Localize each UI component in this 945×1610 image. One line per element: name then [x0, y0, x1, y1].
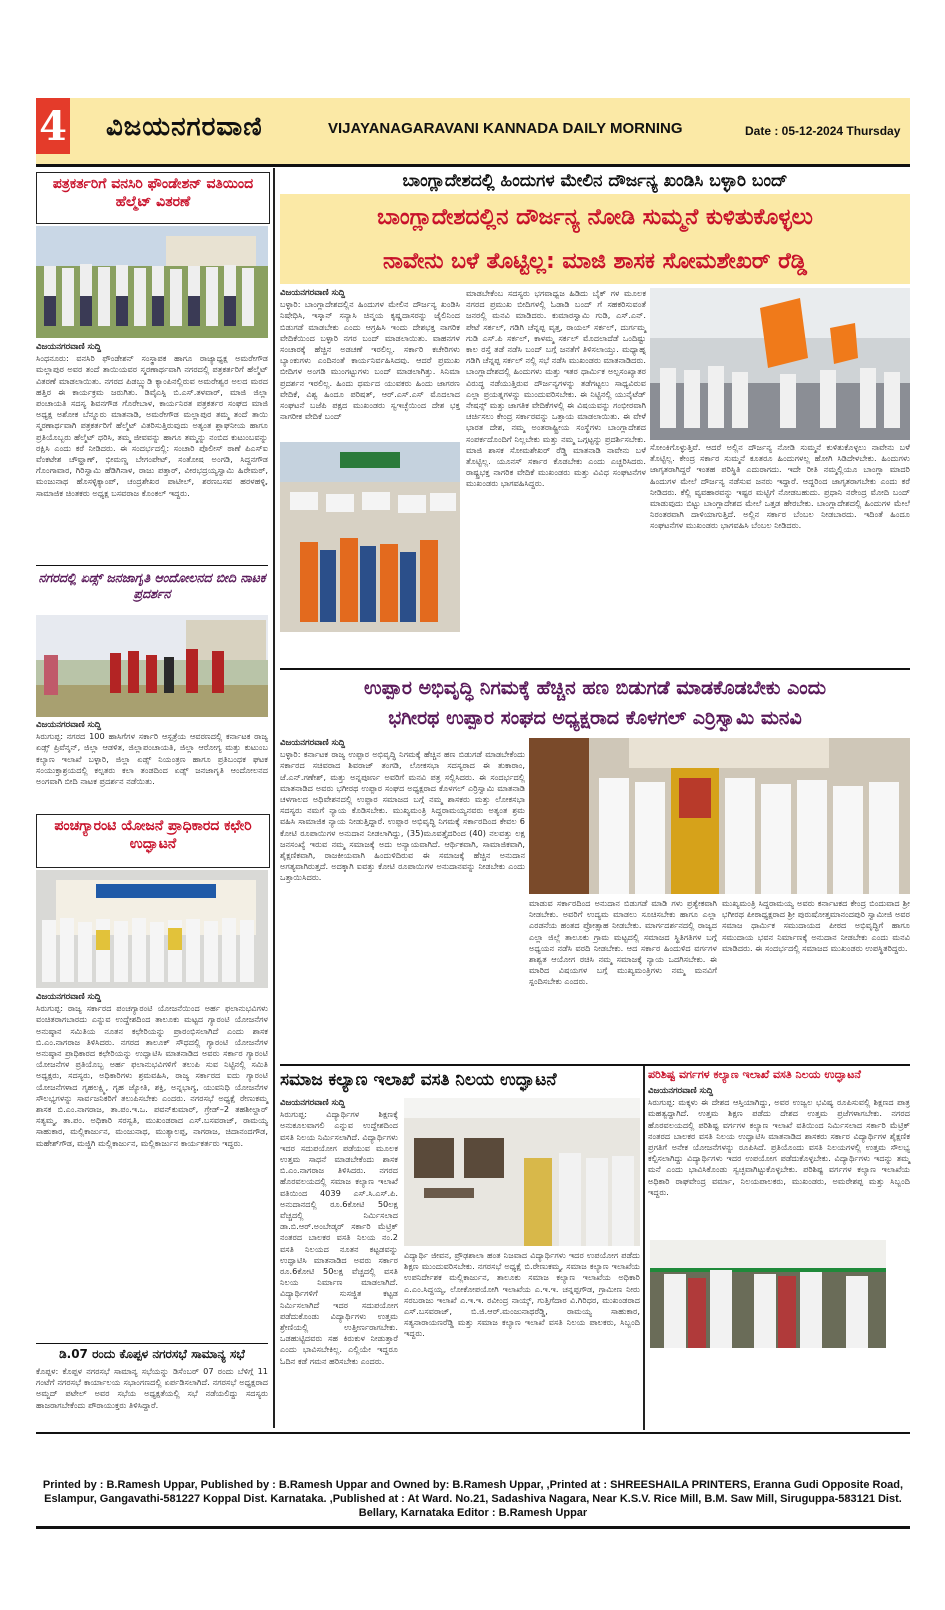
guarantee-text: ಸಿರುಗುಪ್ಪ: ರಾಜ್ಯ ಸರ್ಕಾರದ ಪಂಚಗ್ಯಾರಂಟಿ ಯೋಜನೆಯಿಂದ ಅರ್ಹ ಫಲಾನುಭವಿಗಳು ವಂಚಿತರಾಗಬಾರದು ಎನ್ನುವ ಉದ್ದೇಶದಿಂದ ತಾಲೂಕು ಮಟ್ಟದ ಗ್ಯಾರಂಟಿ ಯೋಜನೆಗಳ ಅನುಷ್ಠಾನ ಸಮಿತಿಯ ನೂತನ ಕಛೇರಿಯನ್ನು ಪ್ರಾರಂಭಿಸಲಾಗಿದೆ ಎಂದು ಶಾಸಕ ಬಿ.ಎಂ.ನಾಗರಾಜ ತಿಳಿಸಿದರು. ನಗರದ ತಾಲೂಕ್ ಸೌಧದಲ್ಲಿ ಗ್ಯಾರಂಟಿ ಯೋಜನೆಗಳ ಅನುಷ್ಠಾನ ಪ್ರಾಧಿಕಾರದ ಕಛೇರಿಯನ್ನು ಉದ್ಘಾಟಿಸಿ ಮಾತನಾಡಿದ ಅವರು ಸರ್ಕಾರ ಗ್ಯಾರಂಟಿ ಯೋಜನೆಗಳ ಪ್ರತಿಯೊಬ್ಬ ಅರ್ಹ ಫಲಾನುಭವಿಗಳಿಗೆ ತಲುಪಿ ಸುವ ನಿಟ್ಟಿನಲ್ಲಿ ಸಮಿತಿ ಅಧ್ಯಕ್ಷರು, ಸದಸ್ಯರು, ಅಧಿಕಾರಿಗಳು ಶ್ರಮವಹಿಸಿ, ರಾಜ್ಯ ಸರ್ಕಾರದ ಐದು ಗ್ಯಾರಂಟಿ ಯೋಜನೆಗಳಾದ ಗೃಹಲಕ್ಷ್ಮಿ, ಗೃಹ ಜ್ಯೋತಿ, ಶಕ್ತಿ, ಅನ್ನಭಾಗ್ಯ, ಯುವನಿಧಿ ಯೋಜನೆಗಳ ಸೌಲಭ್ಯಗಳನ್ನು ಸಾರ್ವಜನಿಕರಿಗೆ ತಲುಪಿಸಬೇಕು ಎಂದರು. ನಗರಸಭೆ ಅಧ್ಯಕ್ಷೆ ರೇಣುಕಮ್ಮ ಶಾಸಕ ಬಿ.ಎಂ.ನಾಗರಾಜ, ತಾ.ಪಂ.ಇ.ಒ. ಪವನ್‌ಕುಮಾರ್, ಗ್ರೇಡ್–2 ತಹಶೀಲ್ದಾರ್ ಸತ್ಯಮ್ಮ, ತಾ.ಪಂ. ಅಧಿಕಾರಿ ಸರಸ್ವತಿ, ಮುಖಂಡರಾದ ಎಸ್.ಬಸವರಾಜ್, ರಾಮಯ್ಯ ಸಾಹುಕಾರ, ಮಲ್ಲಿಕಾರ್ಜುನ, ಮಂಜುನಾಥ, ಮುತ್ಯಾಲಪ್ಪ, ನಾಗರಾಜ, ಚಿದಾನಂದಗೌಡ, ಮಹೇಶ್‌ಗೌಡ, ಮಜ್ಜಿಗಿ ಮಲ್ಲಿಕಾರ್ಜುನ, ಮಲ್ಲಿಕಾರ್ಜುನ ಕಾರ್ಯಕರ್ತರು ಇದ್ದರು. [36, 1003, 268, 1148]
guarantee-photo [36, 870, 268, 988]
helmet-headline: ಪತ್ರಕರ್ತರಿಗೆ ವನಸಿರಿ ಫೌಂಡೇಶನ್ ವತಿಯಿಂದ ಹೆಲ್ಮೆಟ್ ವಿತರಣೆ [52, 176, 254, 210]
imprint-line3: Bellary, Karnataka Editor : B.Ramesh Uppar [358, 1507, 588, 1519]
social-welfare-body-col2: ವಿದ್ಯಾರ್ಥಿ ಜೀವನ, ಪ್ರೌಢಶಾಲಾ ಹಂತ ನಿಜವಾದ ವಿದ್ಯಾರ್ಥಿಗಳು ಇದರ ಉಪಯೋಗ ಪಡೆದು ಶಿಕ್ಷಣ ಮುಂದುವರಿಸಬೇಕು. ನಗರಸಭೆ ಅಧ್ಯಕ್ಷೆ ಬಿ.ರೇಣುಕಮ್ಮ, ಸಮಾಜ ಕಲ್ಯಾಣ ಇಲಾಖೆಯ ಉಪನಿರ್ದೇಶಕ ಮಲ್ಲಿಕಾರ್ಜುನ, ತಾಲೂಕು ಸಮಾಜ ಕಲ್ಯಾಣ ಇಲಾಖೆಯ ಅಧಿಕಾರಿ ಎ.ಎಂ.ಸಿದ್ದಯ್ಯ, ಲೋಕೋಪಯೋಗಿ ಇಲಾಖೆಯ ಎ.ಇ.ಇ. ಚನ್ನಪ್ಪಗೌಡ, ಗ್ರಾಮೀಣ ನೀರು ಸರಬರಾಜು ಇಲಾಖೆ ಎ.ಇ.ಇ. ರವೀಂದ್ರ ನಾಯ್ಕ್, ಗುತ್ತಿಗೆದಾರ ವಿ.ಗಿರಿಧರ, ಮುಖಂಡರಾದ ಎಸ್.ಬಸವರಾಜ್, ಬಿ.ಜಿ.ಆರ್.ಮಂಜುನಾಥರೆಡ್ಡಿ, ರಾಮಯ್ಯ ಸಾಹುಕಾರ, ಸತ್ಯನಾರಾಯಣರೆಡ್ಡಿ ಮತ್ತು ಸಮಾಜ ಕಲ್ಯಾಣ ಇಲಾಖೆ ವಸತಿ ನಿಲಯ ಪಾಲಕರು, ಸಿಬ್ಬಂದಿ ಇದ್ದರು. [404, 1250, 640, 1339]
backward-classes-dateline: ವಿಜಯನಗರವಾಣಿ ಸುದ್ದಿ [648, 1086, 714, 1096]
bandh-body-bottom [280, 634, 646, 664]
bandh-text-col1: ಬಳ್ಳಾರಿ: ಬಾಂಗ್ಲಾದೇಶದಲ್ಲಿನ ಹಿಂದುಗಳ ಮೇಲಿನ ದೌರ್ಜನ್ಯ ಖಂಡಿಸಿ ನಿಷೇಧಿಸಿ, ಇಸ್ಕಾನ್ ಸನ್ಯಾಸಿ ಚಿನ್ಮಯ ಕೃಷ್ಣದಾಸರನ್ನು ಜೈಲಿನಿಂದ ಬಿಡುಗಡೆ ಮಾಡಬೇಕು ಎಂದು ಆಗ್ರಹಿಸಿ ಇಂದು ದೇಶಭಕ್ತ ನಾಗರಿಕ ವೇದಿಕೆಯಿಂದ ಬಳ್ಳಾರಿ ನಗರ ಬಂದ್ ಮಾಡಲಾಯಿತು. ವಾಹನಗಳ ಸಂಚಾರಕ್ಕೆ ಹೆಚ್ಚಿನ ಅಡಚಣೆ ಇರಲಿಲ್ಲ. ಸರ್ಕಾರಿ ಕಚೇರಿಗಳು ಬ್ಯಾಂಕುಗಳು ಎಂದಿನಂತೆ ಕಾರ್ಯನಿರ್ವಹಿಸಿದವು. ಆದರೆ ಪ್ರಮುಖ ಬೀದಿಗಳ ಅಂಗಡಿ ಮುಂಗಟ್ಟುಗಳು ಬಂದ್ ಮಾಡಲಾಗಿತ್ತು. ಸಿನಿಮಾ ಪ್ರದರ್ಶನ ಇರಲಿಲ್ಲ. ಹಿಂದು ಧರ್ಮದ ಯುವಕರು ಹಿಂದು ಜಾಗರಣ ವೇದಿಕೆ, ವಿಶ್ವ ಹಿಂದೂ ಪರಿಷತ್, ಆರ್.ಎಸ್.ಎಸ್ ಮೊದಲಾದ ಸಂಘಟನೆ ಬಜೆಪಿ ಪಕ್ಷದ ಮುಖಂಡರು ಸ್ವಇಚ್ಛೆಯಿಂದ ದೇಶ ಭಕ್ತ ನಾಗರೀಕ ವೇದಿಕೆ ಬಂದ್ [280, 299, 460, 422]
page-number: 4 [36, 98, 70, 154]
bandh-headline-line2: ನಾವೇನು ಬಳೆ ತೊಟ್ಟಿಲ್ಲ: ಮಾಜಿ ಶಾಸಕ ಸೋಮಶೇಖರ್ ರೆಡ್ಡಿ [382, 249, 808, 274]
backward-classes-text: ಸಿರುಗುಪ್ಪ: ಮಕ್ಕಳು ಈ ದೇಶದ ಆಸ್ತಿಯಾಗಿದ್ದು, ಅವರ ಉಜ್ವಲ ಭವಿಷ್ಯ ರೂಪಿಸುವಲ್ಲಿ ಶಿಕ್ಷಣದ ಪಾತ್ರ ಮಹತ್ವದ್ದಾಗಿದೆ. ಉತ್ತಮ ಶಿಕ್ಷಣ ಪಡೆದು ದೇಶದ ಉತ್ತಮ ಪ್ರಜೆಗಳಾಗಬೇಕು. ನಗರದ ಹೊರವಲಯದಲ್ಲಿ ಪರಿಶಿಷ್ಟ ವರ್ಗಗಳ ಕಲ್ಯಾಣ ಇಲಾಖೆ ವತಿಯಿಂದ ನಿರ್ಮಿಸಲಾದ ಸರ್ಕಾರಿ ಮೆಟ್ರಿಕ್ ನಂತರದ ಬಾಲಕರ ವಸತಿ ನಿಲಯ ಉದ್ಘಾಟಿಸಿ ಮಾತನಾಡಿದ ಶಾಸಕರು ಸರ್ಕಾರ ವಿದ್ಯಾರ್ಥಿಗಳ ಶೈಕ್ಷಣಿಕ ಪ್ರಗತಿಗೆ ಅನೇಕ ಯೋಜನೆಗಳನ್ನು ರೂಪಿಸಿದೆ. ಪ್ರತಿಯೊಂದು ವಸತಿ ನಿಲಯಗಳಲ್ಲಿ ಉತ್ತಮ ಸೌಲಭ್ಯ ಕಲ್ಪಿಸಲಾಗಿದ್ದು ವಿದ್ಯಾರ್ಥಿಗಳು ಇದರ ಉಪಯೋಗ ಪಡೆದುಕೊಳ್ಳಬೇಕು. ವಿದ್ಯಾರ್ಥಿಗಳು ಇದನ್ನು ತಮ್ಮ ಮನೆ ಎಂದು ಭಾವಿಸಿಕೊಂಡು ಸ್ವಚ್ಛವಾಗಿಟ್ಟುಕೊಳ್ಳಬೇಕು. ಪರಿಶಿಷ್ಟ ವರ್ಗಗಳ ಕಲ್ಯಾಣ ಇಲಾಖೆಯ ಅಧಿಕಾರಿ ರಾಘವೇಂದ್ರ ವರ್ಮಾ, ನಿಲಯಪಾಲಕರು, ಮುಖಂಡರು, ಅಮರೇಶಪ್ಪ ಮತ್ತು ಸಿಬ್ಬಂದಿ ಇದ್ದರು. [648, 1097, 910, 1197]
uppara-dateline: ವಿಜಯನಗರವಾಣಿ ಸುದ್ದಿ [280, 738, 346, 748]
separator [36, 565, 268, 566]
imprint [36, 1478, 910, 1520]
footer-rule-top [36, 1432, 910, 1434]
uppara-body-col3: ಮುಖ್ಯಮಂತ್ರಿ ಸಿದ್ದರಾಮಯ್ಯ ಅವರು ಕರ್ನಾಟಕದ ಕೇಂದ್ರ ಬಿಂದುವಾದ ಶ್ರೀ ಭಗೀರಥ ಪೀಠಾಧ್ಯಕ್ಷರಾದ ಶ್ರೀ ಪುರುಷೋತ್ತಮಾನಂದಪುರಿ ಸ್ವಾಮೀಜಿ ಅವರ ಸಮಾಜ ಧಾರ್ಮಿಕ ಸಮುದಾಯದ ಪೀಠದ ಅಭಿವೃದ್ಧಿಗೆ ಹಾಗೂ ಸಮುದಾಯ ಭವನ ನಿರ್ಮಾಣಕ್ಕೆ ಅನುದಾನ ನೀಡಬೇಕು ಎಂದು ಮನವಿ ಮಾಡಿದರು. ಈ ಸಂದರ್ಭದಲ್ಲಿ ಸಮಾಜದ ಮುಖಂಡರು ಉಪಸ್ಥಿತರಿದ್ದರು. [722, 898, 910, 953]
backward-classes-body [648, 1086, 910, 1236]
paper-name-english: VIJAYANAGARAVANI KANNADA DAILY MORNING [328, 120, 683, 137]
aids-text: ಸಿರುಗುಪ್ಪ: ನಗರದ 100 ಹಾಸಿಗೆಗಳ ಸರ್ಕಾರಿ ಆಸ್ಪತ್ರೆಯ ಆವರಣದಲ್ಲಿ ಕರ್ನಾಟಕ ರಾಜ್ಯ ಏಡ್ಸ್ ಪ್ರಿವೆನ್ಶನ್, ಜಿಲ್ಲಾ ಆಡಳಿತ, ಜಿಲ್ಲಾಪಂಚಾಯತಿ, ಜಿಲ್ಲಾ ಆರೋಗ್ಯ ಮತ್ತು ಕುಟುಂಬ ಕಲ್ಯಾಣ ಇಲಾಖೆ ಬಳ್ಳಾರಿ, ಜಿಲ್ಲಾ ಏಡ್ಸ್ ನಿಯಂತ್ರಣ ಹಾಗೂ ಪ್ರತಿಬಂಧಕ ಘಟಕ ಸಂಯುಕ್ತಾಶ್ರಯದಲ್ಲಿ ಕಲ್ಪತರು ಕಲಾ ತಂಡದಿಂದ ಏಡ್ಸ್ ಜನಜಾಗೃತಿ ಆಂದೋಲನದ ಅಂಗವಾಗಿ ಬೀದಿ ನಾಟಕ ಪ್ರದರ್ಶನ ನಡೆಯಿತು. [36, 731, 268, 787]
aids-headline: ನಗರದಲ್ಲಿ ಏಡ್ಸ್ ಜನಜಾಗೃತಿ ಆಂದೋಲನದ ಬೀದಿ ನಾಟಕ ಪ್ರದರ್ಶನ [38, 570, 266, 601]
bandh-body-col1-top [280, 288, 460, 440]
guarantee-headline: ಪಂಚಗ್ಯಾರಂಟಿ ಯೋಜನೆ ಪ್ರಾಧಿಕಾರದ ಕಛೇರಿ ಉದ್ಘಾಟನೆ [54, 818, 252, 852]
uppara-photo [529, 738, 910, 894]
helmet-photo [36, 226, 268, 338]
bandh-headline-line1: ಬಾಂಗ್ಲಾದೇಶದಲ್ಲಿನ ದೌರ್ಜನ್ಯ ನೋಡಿ ಸುಮ್ಮನೆ ಕುಳಿತುಕೊಳ್ಳಲು [377, 205, 813, 230]
masthead-rule [36, 164, 910, 167]
koppal-headline: ಡಿ.07 ರಂದು ಕೊಪ್ಪಳ ನಗರಸಭೆ ಸಾಮಾನ್ಯ ಸಭೆ [59, 1347, 245, 1361]
uppara-body-col1 [280, 738, 525, 1060]
uppara-headline-line1: ಉಪ್ಪಾರ ಅಭಿವೃದ್ಧಿ ನಿಗಮಕ್ಕೆ ಹೆಚ್ಚಿನ ಹಣ ಬಿಡುಗಡೆ ಮಾಡಕೊಡಬೇಕು ಎಂದು [363, 677, 827, 699]
footer-rule-bottom [36, 1526, 910, 1529]
separator [36, 1343, 268, 1344]
imprint-line1: Printed by : B.Ramesh Uppar, Published by : B.Ramesh Uppar and Owned by: B.Ramesh Uppar, ,Printed at : SHREESHAILA PRINTERS, Eranna Gudi Opposite Road, [42, 1479, 904, 1491]
social-welfare-dateline: ವಿಜಯನಗರವಾಣಿ ಸುದ್ದಿ [280, 1098, 346, 1108]
bandh-photo-rally [650, 288, 910, 440]
helmet-dateline: ವಿಜಯನಗರವಾಣಿ ಸುದ್ದಿ [36, 342, 102, 352]
social-welfare-text-col1: ಸಿರುಗುಪ್ಪ: ವಿದ್ಯಾರ್ಥಿಗಳ ಶಿಕ್ಷಣಕ್ಕೆ ಅನುಕೂಲವಾಗಲಿ ಎನ್ನುವ ಉದ್ದೇಶದಿಂದ ವಸತಿ ನಿಲಯ ನಿರ್ಮಿಸಲಾಗಿದೆ. ವಿದ್ಯಾರ್ಥಿಗಳು ಇದರ ಸದುಪಯೋಗ ಪಡೆಯುವ ಮೂಲಕ ಉತ್ತಮ ಸಾಧನೆ ಮಾಡಬೇಕೆಂದು ಶಾಸಕ ಬಿ.ಎಂ.ನಾಗರಾಜ ತಿಳಿಸಿದರು. ನಗರದ ಹೊರವಲಯದಲ್ಲಿ ಸಮಾಜ ಕಲ್ಯಾಣ ಇಲಾಖೆ ವತಿಯಿಂದ 4039 ಎಸ್.ಸಿ.ಎಸ್.ಪಿ. ಅನುದಾನದಲ್ಲಿ ರೂ.6ಕೋಟಿ 50ಲಕ್ಷ ವೆಚ್ಚದಲ್ಲಿ ನಿರ್ಮಿಸಲಾದ ಡಾ.ಬಿ.ಆರ್.ಅಂಬೇಡ್ಕರ್ ಸರ್ಕಾರಿ ಮೆಟ್ರಿಕ್ ನಂತರದ ಬಾಲಕರ ವಸತಿ ನಿಲಯ ನಂ.2 ವಸತಿ ನಿಲಯದ ನೂತನ ಕಟ್ಟಡವನ್ನು ಉದ್ಘಾಟಿಸಿ ಮಾತನಾಡಿದ ಅವರು ಸರ್ಕಾರ ರೂ.6ಕೋಟಿ 50ಲಕ್ಷ ವೆಚ್ಚದಲ್ಲಿ ವಸತಿ ನಿಲಯ ನಿರ್ಮಾಣ ಮಾಡಲಾಗಿದೆ. ವಿದ್ಯಾರ್ಥಿಗಳಿಗೆ ಸುಸಜ್ಜಿತ ಕಟ್ಟಡ ನಿರ್ಮಿಸಲಾಗಿದೆ ಇದರ ಸದುಪಯೋಗ ಪಡೆದುಕೊಂಡು ವಿದ್ಯಾರ್ಥಿಗಳು ಉತ್ತಮ ಶ್ರೇಣಿಯಲ್ಲಿ ಉತ್ತೀರ್ಣರಾಗಬೇಕು. ಒಡಹುಟ್ಟಿದವರು ಸಹ ಕಿರುಕುಳ ನೀಡುತ್ತಾರೆ ಎಂದು ಭಾವಿಸಬೇಕಿಲ್ಲ. ಎಲ್ಲಿಯೇ ಇದ್ದರೂ ಓದಿನ ಕಡೆ ಗಮನ ಹರಿಸಬೇಕು ಎಂದರು. [280, 1109, 398, 1366]
column-divider-lower [643, 1064, 645, 1430]
guarantee-dateline: ವಿಜಯನಗರವಾಣಿ ಸುದ್ದಿ [36, 992, 102, 1002]
column-divider [273, 168, 275, 1428]
backward-classes-photo [650, 1240, 886, 1348]
uppara-headline-line2: ಭಗೀರಥ ಉಪ್ಪಾರ ಸಂಘದ ಅಧ್ಯಕ್ಷರಾದ ಕೊಳಗಲ್ ಎರ್ರಿಸ್ವಾಮಿ ಮನವಿ [388, 707, 802, 729]
social-welfare-headline: ಸಮಾಜ ಕಲ್ಯಾಣ ಇಲಾಖೆ ವಸತಿ ನಿಲಯ ಉದ್ಘಾಟನೆ [280, 1070, 557, 1090]
issue-date: Date : 05-12-2024 Thursday [745, 124, 901, 138]
separator [280, 1064, 910, 1066]
koppal-body: ಕೊಪ್ಪಳ: ಕೊಪ್ಪಳ ನಗರಸಭೆ ಸಾಮಾನ್ಯ ಸಭೆಯನ್ನು ಡಿಸೆಂಬರ್ 07 ರಂದು ಬೆಳಿಗ್ಗೆ 11 ಗಂಟೆಗೆ ನಗರಸಭೆ ಕಾರ್ಯಾಲಯ ಸಭಾಂಗಣದಲ್ಲಿ ಏರ್ಪಡಿಸಲಾಗಿದೆ. ನಗರಸಭೆ ಅಧ್ಯಕ್ಷರಾದ ಅಮ್ಜದ್ ಪಟೇಲ್ ಅವರ ಸಭೆಯ ಅಧ್ಯಕ್ಷತೆಯಲ್ಲಿ ಸಭೆ ನಡೆಯಲಿದ್ದು ಸದಸ್ಯರು ಹಾಜರಾಗಬೇಕೆಂದು ಪೌರಾಯುಕ್ತರು ತಿಳಿಸಿದ್ದಾರೆ. [36, 1366, 268, 1410]
helmet-text: ಸಿಂಧನೂರು: ವನಸಿರಿ ಫೌಂಡೇಶನ್ ಸಂಸ್ಥಾಪಕ ಹಾಗೂ ರಾಜ್ಯಾಧ್ಯಕ್ಷ ಅಮರೇಗೌಡ ಮಲ್ಲಾಪುರ ಅವರ ತಂದೆ ತಾಯಿಯವರ ಸ್ಮರಣಾರ್ಥವಾಗಿ ನಗರದಲ್ಲಿ ಪತ್ರಕರ್ತರಿಗೆ ಹೆಲ್ಮೆಟ್ ವಿತರಣೆ ಮಾಡಲಾಯಿತು. ನಗರದ ಪಿಡಬ್ಲ್ಯುಡಿ ಕ್ಯಾಂಪಿನಲ್ಲಿರುವ ಅಮರೇಶ್ವರ ಅಲದ ಮರದ ಹತ್ತಿರ ಈ ಕಾರ್ಯಕ್ರಮ ಜರುಗಿತು. ಡಿವೈಎಸ್ಪಿ ಬಿ.ಎಸ್.ತಳವಾರ್, ಮಾಜಿ ಜಿಲ್ಲಾ ಪಂಚಾಯತಿ ಸದಸ್ಯ ಶಿವನಗೌಡ ಗೊರೇಬಾಳ, ಕಾರ್ಯನಿರತ ಪತ್ರಕರ್ತರ ಸಂಘದ ಮಾಜಿ ಅಧ್ಯಕ್ಷ ಅಶೋಕ ಬೆನ್ನೂರು ಮಾತನಾಡಿ, ಅಮರೇಗೌಡ ಮಲ್ಲಾಪುರ ತಮ್ಮ ತಂದೆ ತಾಯಿ ಸ್ಮರಣಾರ್ಥವಾಗಿ ಪತ್ರಕರ್ತರಿಗೆ ಹೆಲ್ಮೆಟ್ ವಿತರಿಸುತ್ತಿರುವುದು ಅತ್ಯಂತ ಶ್ಲಾಘನೀಯ ಹಾಗೂ ಪ್ರತಿಯೊಬ್ಬರು ಹೆಲ್ಮೆಟ್ ಧರಿಸಿ, ತಮ್ಮ ಜೀವವನ್ನು ಹಾಗೂ ತಮ್ಮನ್ನು ನಂಬಿದ ಕುಟುಂಬವನ್ನು ರಕ್ಷಿಸಿ ಎಂದು ಕರೆ ನೀಡಿದರು. ಈ ಸಂದರ್ಭದಲ್ಲಿ: ಸಂಚಾರಿ ಪೊಲೀಸ್ ಠಾಣೆ ಪಿಎಸ್‌ಐ ವೆಂಕಟೇಶ ಚೌವ್ಹಾಣ್, ಭೀಮಣ್ಣ ಬೇಗಂಪೇಟ್, ಸಂತೋಷ ಅಂಗಡಿ, ಸಿದ್ದನಗೌಡ ಗೊಂಗಾವಾರ, ಗಿರಿಸ್ವಾಮಿ ಹೆಡಿಗಿನಾಳ, ರಾಜು ಪತ್ತಾರ್, ವೀರಭದ್ರಯ್ಯಸ್ವಾಮಿ ಹಿರೇಮಠ್, ಮಂಜುನಾಥ ಹೊಸಳ್ಳಿಕ್ಯಾಂಪ್, ಚಂದ್ರಶೇಖರ ಪಾಟೀಲ್, ಶರಣಬಸವ ಹರಳಹಳ್ಳಿ, ಸಾಮಾಜಿಕ ಚಿಂತಕರು ಅಧ್ಯಕ್ಷ ಬಸವರಾಜ ಕೊಂಕಲ್ ಇದ್ದರು. [36, 353, 268, 498]
backward-classes-headline: ಪರಿಶಿಷ್ಟ ವರ್ಗಗಳ ಕಲ್ಯಾಣ ಇಲಾಖೆ ವಸತಿ ನಿಲಯ ಉದ್ಘಾಟನೆ [648, 1068, 861, 1081]
uppara-body-col2: ಮಾಡುವ ಸರ್ಕಾರದಿಂದ ಅನುದಾನ ಬಿಡುಗಡೆ ಮಾಡಿ ಗಳು ಪ್ರತ್ಯೇಕವಾಗಿ ನೀಡಬೇಕು. ಅವರಿಗೆ ಉದ್ಯಮ ಮಾಡಲು ಸೂಚಿಸಬೇಕು ಹಾಗೂ ಎಲ್ಲಾ ಎರಡನೆಯ ಹಂತದ ಪ್ರೋತ್ಸಾಹ ನೀಡಬೇಕು. ಮಾರ್ಗದರ್ಶನದಲ್ಲಿ ರಾಜ್ಯದ ಎಲ್ಲಾ ಜಿಲ್ಲೆ ತಾಲೂಕು ಗ್ರಾಮ ಮಟ್ಟದಲ್ಲಿ ಸಮಾಜದ ಸ್ಥಿತಿಗತಿಗಳ ಬಗ್ಗೆ ಅಧ್ಯಯನ ನಡೆಸಿ ವರದಿ ನೀಡಬೇಕು. ಆದ ಸರ್ಕಾರ ಹಿಂದುಳಿದ ವರ್ಗಗಳ ಶಾಶ್ವತ ಆಯೋಗ ರಚಿಸಿ ನಮ್ಮ ಸಮಾಜಕ್ಕೆ ನ್ಯಾಯ ಒದಗಿಸಬೇಕು. ಈ ಮಾರಿದ ವಿಷಯಗಳ ಬಗ್ಗೆ ಮುಖ್ಯಮಂತ್ರಿಗಳು ನಮ್ಮ ಮನವಿಗೆ ಸ್ಪಂದಿಸಬೇಕು ಎಂದರು. [529, 898, 717, 987]
aids-dateline: ವಿಜಯನಗರವಾಣಿ ಸುದ್ದಿ [36, 720, 102, 730]
bandh-body-col2: ಮಾಡಬೇಕೆಂಬ ಸದಸ್ಯರು ಭಗವಾಧ್ವಜ ಹಿಡಿದು ಬೈಕ್ ಗಳ ಮೂಲಕ ನಗರದ ಪ್ರಮುಖ ಬೀದಿಗಳಲ್ಲಿ ಓಡಾಡಿ ಬಂದ್ ಗೆ ಸಹಕರಿಸುವಂತೆ ಜನರಲ್ಲಿ ಮನವಿ ಮಾಡಿದರು. ಕುಮಾರಸ್ವಾಮಿ ಗುಡಿ, ಎಸ್.ಎನ್. ಪೇಟೆ ಸರ್ಕಲ್, ಗಡಿಗಿ ಚೆನ್ನಪ್ಪ ವೃತ್ತ, ರಾಯಲ್ ಸರ್ಕಲ್, ದುರ್ಗಮ್ಮ ಗುಡಿ ಎಸ್.ಪಿ ಸರ್ಕಲ್, ಕಾಳಮ್ಮ ಸರ್ಕಲ್ ಮೊದಲಾದೆಡೆ ಒಂದಿಷ್ಟು ಕಾಲ ರಸ್ತೆ ತಡೆ ನಡೆಸಿ ಬಂದ್ ಬಗ್ಗೆ ಜನತೆಗೆ ತಿಳಿಸಲಾಯ್ತು. ಮಧ್ಯಾಹ್ನ ಗಡಿಗಿ ಚೆನ್ನಪ್ಪ ಸರ್ಕಲ್ ನಲ್ಲಿ ಸಭೆ ನಡೆಸಿ ಮುಖಂಡರು ಮಾತನಾಡಿದರು. ಬಾಂಗ್ಲಾದೇಶದಲ್ಲಿ ಹಿಂದುಗಳು ಮತ್ತು ಇತರ ಧಾರ್ಮಿಕ ಅಲ್ಪಸಂಖ್ಯಾತರ ವಿರುದ್ಧ ನಡೆಯುತ್ತಿರುವ ದೌರ್ಜನ್ಯಗಳನ್ನು ತಡೆಗಟ್ಟಲು ಸಾಧ್ಯವಿರುವ ಎಲ್ಲಾ ಪ್ರಯತ್ನಗಳನ್ನು ಮುಂದುವರಿಸಬೇಕು. ಈ ನಿಟ್ಟಿನಲ್ಲಿ ಯುನೈಟೆಡ್ ನೇಷನ್ಸ್ ಮತ್ತು ಜಾಗತಿಕ ವೇದಿಕೆಗಳಲ್ಲಿ ಈ ವಿಷಯವನ್ನು ಗಂಭೀರವಾಗಿ ಚರ್ಚಿಸಲು ಕೇಂದ್ರ ಸರ್ಕಾರವನ್ನು ಒತ್ತಾಯ ಮಾಡಲಾಯಿತು. ಈ ವೇಳೆ ಭಾರತ ದೇಶ, ನಮ್ಮ ಅಂತರಾಷ್ಟ್ರೀಯ ಸಂಸ್ಥೆಗಳು ಬಾಂಗ್ಲಾದೇಶದ ಸಂಪರ್ಕದೊಂದಿಗೆ ನಿಲ್ಲಬೇಕು ಮತ್ತು ನಮ್ಮ ಒಗ್ಗಟ್ಟನ್ನು ಪ್ರದರ್ಶಿಸಬೇಕು. ಮಾಜಿ ಶಾಸಕ ಸೋಮಶೇಖರ್ ರೆಡ್ಡಿ ಮಾತನಾಡಿ ನಾವೇನು ಬಳೆ ತೊಟ್ಟಿಲ್ಲ. ಯೂನಸ್ ಸರ್ಕಾರ ಕೊಡಬೇಕು ಎಂದು ಎಚ್ಚರಿಸಿದರು. ರಾಷ್ಟ್ರಭಕ್ತ ನಾಗರಿಕ ವೇದಿಕೆ ಮುಖಂಡರು ಮತ್ತು ವಿವಿಧ ಸಂಘಟನೆಗಳ ಮುಖಂಡರು ಭಾಗವಹಿಸಿದ್ದರು. [466, 288, 646, 489]
bandh-kicker: ಬಾಂಗ್ಲಾದೇಶದಲ್ಲಿ ಹಿಂದುಗಳ ಮೇಲಿನ ದೌರ್ಜನ್ಯ ಖಂಡಿಸಿ ಬಳ್ಳಾರಿ ಬಂದ್ [402, 171, 788, 191]
social-welfare-body-col1 [280, 1098, 398, 1428]
uppara-text-col1: ಬಳ್ಳಾರಿ: ಕರ್ನಾಟಕ ರಾಜ್ಯ ಉಪ್ಪಾರ ಅಭಿವೃದ್ಧಿ ನಿಗಮಕ್ಕೆ ಹೆಚ್ಚಿನ ಹಣ ಬಿಡುಗಡೆ ಮಾಡಬೇಕೆಂದು ಸರ್ಕಾರದ ಸಚಿವರಾದ ಶಿವರಾಜ್ ತಂಗಡಿ, ಲೋಕಸಭಾ ಸದಸ್ಯರಾದ ಈ ತುಕಾರಾಂ, ಜೆ.ಎನ್.ಗಣೇಶ್, ಮತ್ತು ಅನ್ನಪೂರ್ಣ ಅವರಿಗೆ ಮನವಿ ಪತ್ರ ಸಲ್ಲಿಸಿದರು. ಈ ಸಂದರ್ಭದಲ್ಲಿ ಮಾತನಾಡಿದ ಅವರು ಭಗೀರಥ ಉಪ್ಪಾರ ಸಂಘದ ಅಧ್ಯಕ್ಷರಾದ ಕೊಳಗಲ್ ಎರ್ರಿಸ್ವಾಮಿ ಮಾತನಾಡಿ ಚಳಗಾಲದ ಅಧಿವೇಶನದಲ್ಲಿ ಉಪ್ಪಾರ ಸಮಾಜದ ಬಗ್ಗೆ ನಮ್ಮ ಶಾಸಕರು ಮತ್ತು ಲೋಕಸಭಾ ಸದಸ್ಯರು ನಮಗೆ ನ್ಯಾಯ ಕೊಡಿಸಬೇಕು. ಮುಖ್ಯಮಂತ್ರಿ ಸಿದ್ದರಾಮಯ್ಯನವರು ಅತ್ಯಂತ ಶ್ರಮ ವಹಿಸಿ ಸಾಮಾಜಿಕ ನ್ಯಾಯ ನೀಡುತ್ತಿದ್ದಾರೆ. ಉಪ್ಪಾರ ಅಭಿವೃದ್ಧಿ ನಿಗಮಕ್ಕೆ ಸರ್ಕಾರದಿಂದ ಕೇವಲ 6 ಕೋಟಿ ರೂಪಾಯಿಗಳ ಅನುದಾನ ನೀಡಲಾಗಿದ್ದು, (35)ಮೂವತ್ತೈದರಿಂದ (40) ನಲವತ್ತು ಲಕ್ಷ ಜನಸಂಖ್ಯೆ ಇರುವ ನಮ್ಮ ಸಮಾಜಕ್ಕೆ ಅದು ಅನ್ಯಾಯವಾಗಿದೆ. ಆರ್ಥಿಕವಾಗಿ, ಸಾಮಾಜಿಕವಾಗಿ, ಶೈಕ್ಷಣಿಕವಾಗಿ, ರಾಜಕೀಯವಾಗಿ ಹಿಂದುಳಿದಿರುವ ಈ ಸಮಾಜಕ್ಕೆ ಹೆಚ್ಚಿನ ಅನುದಾನ ಅಗತ್ಯವಾಗಿರುತ್ತದೆ. ಅದಕ್ಕಾಗಿ ಐವತ್ತು ಕೋಟಿ ರೂಪಾಯಿಗಳ ಅನುದಾನವನ್ನು ನೀಡಬೇಕು ಎಂದು ಒತ್ತಾಯಿಸಿದರು. [280, 749, 525, 883]
bandh-body-col2-bottom [466, 442, 646, 632]
separator [280, 668, 910, 670]
helmet-body [36, 342, 268, 560]
bandh-dateline: ವಿಜಯನಗರವಾಣಿ ಸುದ್ದಿ [280, 288, 346, 298]
bandh-photo-protest [280, 442, 460, 632]
paper-name: ವಿಜಯನಗರವಾಣಿ [106, 112, 263, 142]
aids-photo [36, 615, 268, 717]
backward-classes-body-bottom [648, 1352, 910, 1428]
imprint-line2: Eslampur, Gangavathi-581227 Koppal Dist. Karnataka. ,Published at : At Ward. No.21, Sadashiva Nagara, Near K.S.V. Rice Mill, B.M. Saw Mill, Siruguppa-583121 Dist. [44, 1493, 902, 1505]
aids-body [36, 720, 268, 812]
guarantee-body [36, 992, 268, 1340]
bandh-body-col3: ಸೋಂಕಿಗೊಳ್ಳುತ್ತಿವೆ. ಆದರೆ ಅಲ್ಲಿನ ದೌರ್ಜನ್ಯ ನೋಡಿ ಸುಮ್ಮನೆ ಕುಳಿತುಕೊಳ್ಳಲು ನಾವೇನು ಬಳೆ ತೊಟ್ಟಿಲ್ಲ. ಕೇಂದ್ರ ಸರ್ಕಾರ ಸುಮ್ಮನೆ ಕೂತರೂ ಹಿಂದುಗಳಲ್ಲ ಹೋಗಿ ಸಿಡಿದೇಳಬೇಕು. ಹಿಂದುಗಳು ಜಾಗೃತರಾಗಿದ್ದರೆ ಇಂತಹ ಪರಿಸ್ಥಿತಿ ಎದುರಾಗದು. ಇದೇ ರೀತಿ ನಮ್ಮಲ್ಲಿಯೂ ಬಾಂಗ್ಲಾ ಮಾದರಿ ಹಿಂದುಗಳ ಮೇಲೆ ದೌರ್ಜನ್ಯ ನಡೆಸುವ ಜನರು ಇದ್ದಾರೆ. ಆದ್ದರಿಂದ ಜಾಗೃತರಾಗಬೇಕು ಎಂದು ಕರೆ ನೀಡಿದರು. ಕೆಲ್ಲಿ ವ್ಯವಹಾರವನ್ನು ಇಷ್ಟರ ಮಟ್ಟಿಗೆ ನೋಡಬಹುದು. ಪ್ರಧಾನಿ ನರೇಂದ್ರ ಮೋದಿ ಬಂದ್ ಮಾಡುವುದು ಬಿಟ್ಟು ಬಾಂಗ್ಲಾದೇಶದ ಮೇಲೆ ಒತ್ತಡ ಹೇರಬೇಕು. ಬಾಂಗ್ಲಾದೇಶದಲ್ಲಿ ಹಿಂದುಗಳ ಮೇಲೆ ನಿರಂತರವಾಗಿ ದಾಳಿಯಾಗುತ್ತಿದೆ. ಅಲ್ಲಿನ ಸರ್ಕಾರ ಬೆಂಬಲ ನೀಡಬಾರದು. ಇದಿಂತೆ ಹಿಂದೂ ಸಂಘಟನೆಗಳ ಮುಖಂಡರು ಭಾಗವಹಿಸಿ ಬೆಂಬಲ ನೀಡಿದರು. [650, 442, 910, 531]
social-welfare-photo [404, 1098, 640, 1246]
